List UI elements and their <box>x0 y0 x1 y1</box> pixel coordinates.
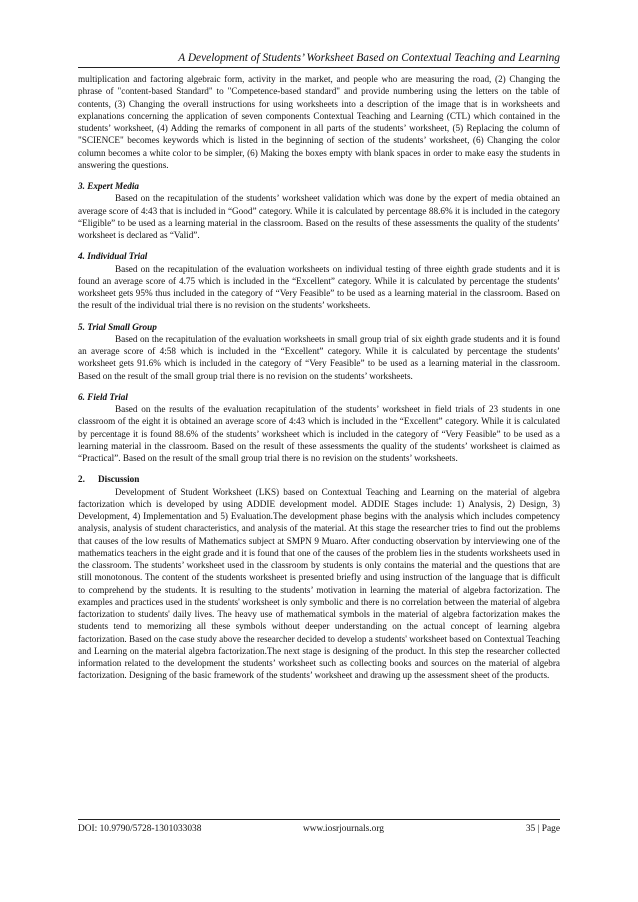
footer-website[interactable]: www.iosrjournals.org <box>303 824 384 834</box>
intro-paragraph: multiplication and factoring algebraic form, activity in the market, and people who are measuring the road, (2) Changing the phrase of "content-based Standard" to "Competence-based standard" and provide numbering using the letters on the table of contents, (3) Changing the overall instructions for using worksheets into a description of the image that is in worksheets and explanations concerning the application of seven components Contextual Teaching and Learning (CTL) which contained in the students’ worksheet, (4) Adding the remarks of component in all parts of the students’ worksheet, (5) Replacing the column of "SCIENCE" becomes keywords which is listed in the beginning of section of the students’ worksheet, (6) Changing the color column becomes a white color to be simpler, (6) Making the boxes empty with blank spaces in order to make easy the students in answering the questions. <box>78 74 560 170</box>
section-text-field-trial: Based on the results of the evaluation recapitulation of the students’ worksheet in field trials of 23 students in one classroom of the eight it is obtained an average score of 4:43 which is included in the “Excellent” category. While it is calculated by percentage it is found 88.6% of the students’ worksheet which is included in the category of “Very Feasible” to be used as a learning material in the classroom. Based on the result of these assessments the quality of the students’ worksheet is claimed as “Practical”. Based on the result of the small group trial there is no revision on the students’ worksheets. <box>78 404 560 463</box>
section-heading-individual-trial: 4. Individual Trial <box>78 251 148 262</box>
discussion-number: 2. <box>78 474 85 485</box>
paper-page <box>78 52 560 682</box>
section-text-small-group: Based on the recapitulation of the evaluation worksheets in small group trial of six eighth grade students and it is found an average score of 4:58 which is included in the “Excellent” category. While it is calculated by percentage the students’ worksheet gets 91.6% which is included in the category of “Very Feasible” to be used as a learning material in the classroom. Based on the result of the small group trial there is no revision on the students’ worksheets. <box>78 333 560 381</box>
section-heading-field-trial: 6. Field Trial <box>78 391 128 402</box>
section-heading-small-group: 5. Trial Small Group <box>78 321 157 332</box>
footer-doi: DOI: 10.9790/5728-1301033038 <box>78 824 202 834</box>
discussion-heading <box>78 473 560 485</box>
discussion-text: Development of Student Worksheet (LKS) based on Contextual Teaching and Learning on the material of algebra factorization which is developed by using ADDIE development model. ADDIE Stages include: 1) Analysis, 2) Design, 3) Development, 4) Implementation and 5) Evaluation.The development phase begins with the analysis which includes competency analysis, analysis of student characteristics, and analysis of the material. At this stage the researcher tries to find out the problems that causes of the low results of Mathematics subject at SMPN 9 Muaro. After conducting observation by interviewing one of the mathematics teachers in the eight grade and it is found that one of the causes of the problem lies in the students worksheets used in the classroom. The students’ worksheet used in the classroom by students is only contains the material and the questions that are still monotonous. The content of the students worksheet is presented briefly and using instruction of the language that is difficult to comprehend by the students. It is resulting to the students’ motivation in learning the material of algebra factorization. The examples and practices used in the students' worksheet is only symbolic and there is no correlation between the material of algebra factorization to students' daily lives. The heavy use of mathematical symbols in the material of algebra factorization makes the students tend to memorizing all these symbols without deeper understanding on the actual concept of learning algebra factorization. Based on the case study above the researcher decided to develop a students' worksheet based on Contextual Teaching and Learning on the material algebra factorization.The next stage is designing of the product. In this step the researcher collected information related to the development the students’ worksheet such as collecting books and sources on the material of algebra factorization. Designing of the basic framework of the students’ worksheet and drawing up the assessment sheet of the products. <box>78 486 560 681</box>
discussion-title: Discussion <box>98 474 140 485</box>
page-footer <box>78 819 560 834</box>
running-title: A Development of Students’ Worksheet Based on Contextual Teaching and Learning <box>78 52 560 68</box>
section-heading-expert-media: 3. Expert Media <box>78 181 139 191</box>
footer-page-number: 35 | Page <box>525 824 560 834</box>
section-text-individual-trial: Based on the recapitulation of the evaluation worksheets on individual testing of three eighth grade students and it is found an average score of 4.75 which is included in the “Excellent” category. While it is calculated by percentage the students’ worksheet gets 95% thus included in the category of “Very Feasible” to be used as a learning material in the classroom. Based on the result of the individual trial there is no revision on the students’ worksheets. <box>78 263 560 311</box>
section-text-expert-media: Based on the recapitulation of the students’ worksheet validation which was done by the expert of media obtained an average score of 4:43 that is included in “Good” category. While it is calculated by percentage 88.6% it is included in the category “Eligible” to be used as a learning material in the classroom. Based on the results of these assessments the quality of the students’ worksheet is declared as “Valid”. <box>78 193 560 240</box>
